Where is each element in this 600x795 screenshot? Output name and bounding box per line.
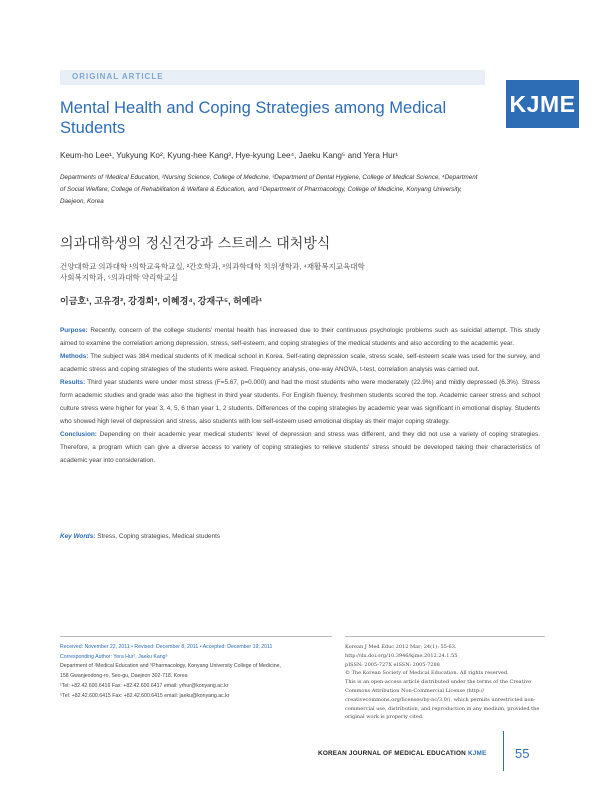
keywords xyxy=(60,533,220,540)
received-dates: Received: November 22, 2011 • Revised: December 8, 2011 • Accepted: December 19, 2011 xyxy=(60,644,273,650)
korean-title: 의과대학생의 정신건강과 스트레스 대처방식 xyxy=(60,236,331,252)
citation: Korean J Med Educ 2012 Mar; 24(1): 55-63. xyxy=(345,644,457,650)
address: 158 Gwanjeodong-ro, Seo-gu, Daejeon 302-718, Korea xyxy=(60,673,188,680)
copyright: © The Korean Society of Medical Education. All rights reserved. xyxy=(345,670,509,677)
department: Department of ¹Medical Education and ⁵Pharmacology, Konyang University College of Medicine, xyxy=(60,663,281,670)
affiliations: Departments of ¹Medical Education, ²Nursing Science, College of Medicine, ³Department of Dental Hygiene, College of Medical Science, ⁴Department of Social Welfare, College of Rehabilitation & Welfare & Education, and ⁵Department of Pharmacology, College of Medicine, Konyang University, Daejeon, Korea xyxy=(60,174,478,205)
purpose-text: Recently, concern of the college students' mental health has increased due to their continuous psychologic problems such as suicidal attempt. This study aimed to examine the correlation among depression, stress, self-esteem, and coping strategies of the medical students and also according to the academic year. xyxy=(60,327,540,347)
korean-author-list: 이금호¹, 고유경², 강경희³, 이혜경⁴, 강재구⁵, 허예라¹ xyxy=(60,296,263,306)
abstract xyxy=(60,324,540,467)
contact-2: ⁵Tel: +82.42.600.6415 Fax: +82.42.600.6415 email: jaeku@konyang.ac.kr xyxy=(60,692,230,699)
abstract-results xyxy=(60,376,540,428)
korean-affil-line: 사회복지학과, ⁵의과대학 약리학교실 xyxy=(60,273,179,282)
results-label: Results: xyxy=(60,379,86,386)
conclusion-label: Conclusion: xyxy=(60,431,97,438)
purpose-label: Purpose: xyxy=(60,327,88,334)
keywords-value: Stress, Coping strategies, Medical students xyxy=(97,533,221,540)
results-text: Third year students were under most stress (F=5.67, p=0.000) and had the most students who were moderately (22.9%) and mildly depressed (6.3%). Stress form academic studies and grade was also the highest in third year students. For English fluency, freshmen students scored the top. Academic career stress and school culture stress were higher for year 3, 4, 5, 6 than year 1, 2 students. Differences of the coping strategies by academic year was significant in emotional display. Students who showed high level of depression and stress, also students with low self-esteem used emotional display as their major coping strategy. xyxy=(60,379,540,425)
korean-affiliations xyxy=(60,261,480,283)
footnote-divider xyxy=(345,636,545,637)
journal-name-footer xyxy=(318,750,487,757)
methods-text: The subject was 384 medical students of K medical school in Korea. Self-rating depression scale, stress scale, self-esteem scale was used for the survey, and academic stress and coping strategies of the students were asked. Frequency analysis, one-way ANOVA, t-test, correlation analysis was carried out. xyxy=(60,353,540,373)
corresponding-author: Corresponding Author: Yera Hur¹, Jaeku Kang⁵ xyxy=(60,653,168,660)
publication-info xyxy=(345,643,545,722)
journal-logo: KJME xyxy=(506,80,579,128)
author-list: Keum-ho Lee¹, Yukyung Ko², Kyung-hee Kang³, Hye-kyung Lee⁴, Jaeku Kang⁵ and Yera Hur¹ xyxy=(60,151,399,160)
abstract-purpose xyxy=(60,324,540,350)
korean-affil-line: 건양대학교 의과대학 ¹의학교육학교실, ²간호학과, ³의과학대학 치위생학과, ⁴재활복지교육대학 xyxy=(60,262,365,271)
license-text: This is an open-access article distributed under the terms of the Creative Commons Attribution Non-Commercial License (http:// creativecommons.org/licenses/by-nc/3.0/), which permits unrestricted non-commercial use, distribution, and reproduction in any medium, provided the original work is properly cited. xyxy=(345,679,540,721)
conclusion-text: Depending on their academic year medical students' level of depression and stress was different, and they did not use a variety of coping strategies. Therefore, a program which can give a diverse access to variety of coping strategies to relieve students' stress should be developed taking their characteristics of academic year into consideration. xyxy=(60,431,540,464)
abstract-conclusion xyxy=(60,428,540,467)
footer-divider xyxy=(503,731,504,771)
journal-footer-logo: KJME xyxy=(467,750,487,757)
page-number: 55 xyxy=(515,746,530,761)
issn: pISSN: 2005-727X eISSN: 2005-7288 xyxy=(345,661,440,668)
correspondence-footnote xyxy=(60,643,335,701)
doi-link[interactable]: http://dx.doi.org/10.3946/kjme.2012.24.1.55 xyxy=(345,652,458,659)
journal-name: KOREAN JOURNAL OF MEDICAL EDUCATION xyxy=(318,750,466,757)
footnote-divider xyxy=(60,636,332,637)
article-type-label: ORIGINAL ARTICLE xyxy=(72,72,164,81)
keywords-label: Key Words: xyxy=(60,533,96,540)
abstract-methods xyxy=(60,350,540,376)
methods-label: Methods: xyxy=(60,353,89,360)
contact-1: ¹Tel: +82.42.600.6416 Fax: +82.42.600.6417 email: yrhur@konyang.ac.kr xyxy=(60,682,229,689)
article-title: Mental Health and Coping Strategies among Medical Students xyxy=(60,99,447,137)
